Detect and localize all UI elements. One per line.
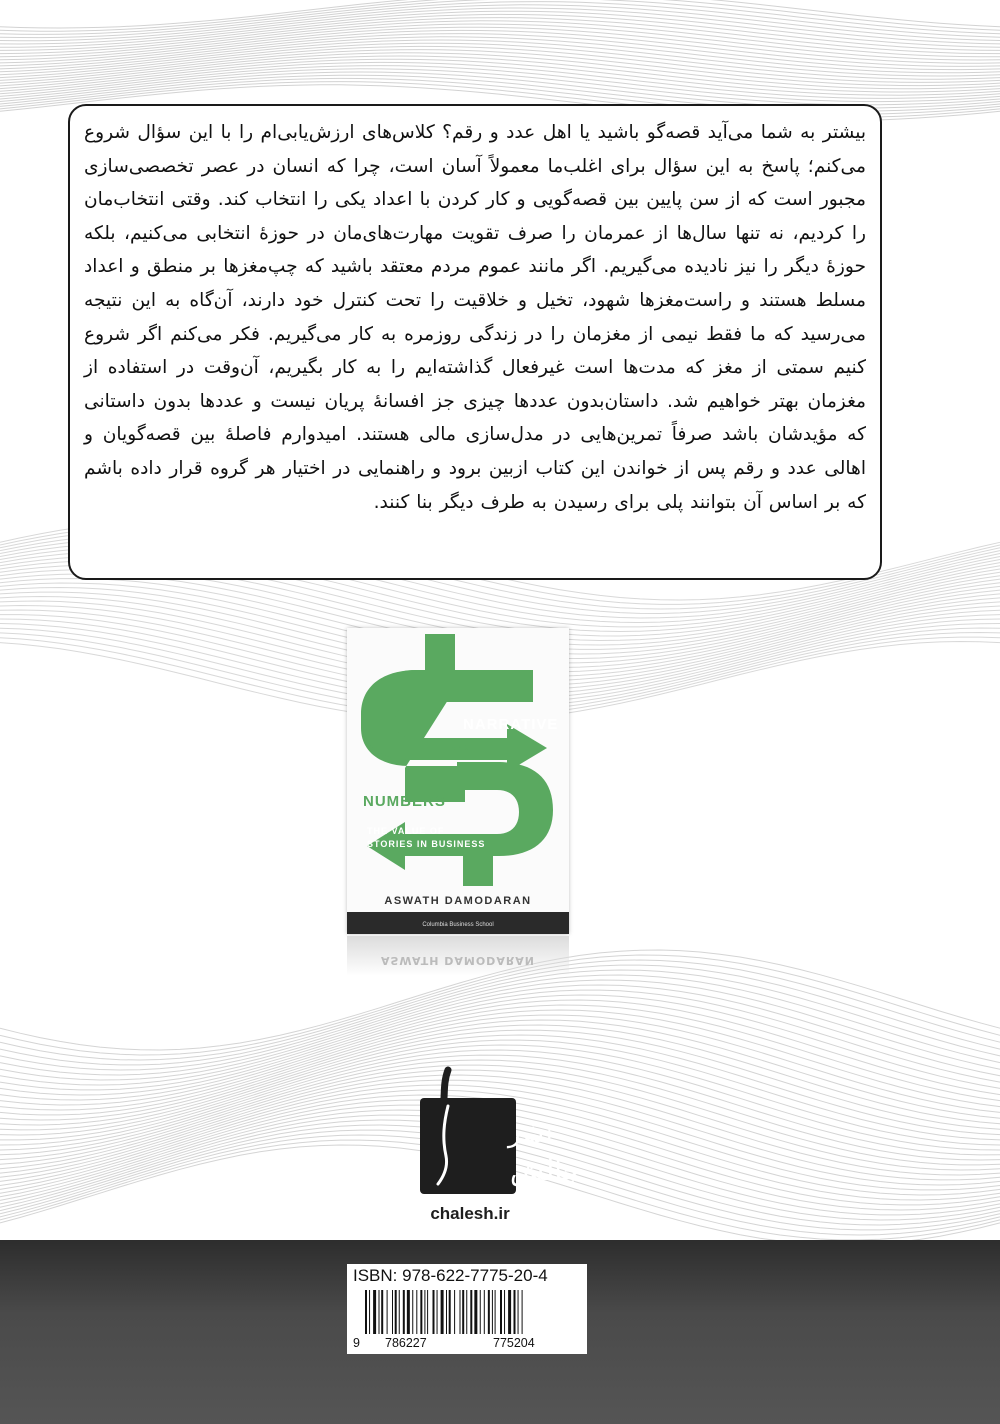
barcode-bar — [492, 1290, 493, 1334]
barcode-bar — [522, 1290, 523, 1334]
barcode-bar — [433, 1290, 435, 1334]
barcode-bar — [365, 1290, 367, 1334]
barcode-bar — [470, 1290, 472, 1334]
barcode-bar — [449, 1290, 451, 1334]
barcode-bar — [446, 1290, 447, 1334]
barcode-bar — [399, 1290, 400, 1334]
isbn-barcode — [347, 1264, 587, 1354]
barcode-bar — [412, 1290, 413, 1334]
barcode-digits-right: 775204 — [493, 1336, 535, 1350]
publisher-imprint: Columbia Business School — [422, 922, 494, 928]
barcode-bar — [369, 1290, 370, 1334]
barcode-bar — [514, 1290, 516, 1334]
logo-text-nashr: نشر — [508, 1119, 553, 1149]
barcode-bar — [407, 1290, 410, 1334]
title-line-2: NUMBERS — [363, 793, 446, 810]
chalesh-publisher-logo — [418, 1066, 581, 1196]
barcode-bar — [484, 1290, 485, 1334]
barcode-bar — [466, 1290, 467, 1334]
barcode-bar — [460, 1290, 461, 1334]
subtitle-line-2: STORIES IN BUSINESS — [367, 839, 486, 849]
publisher-website: chalesh.ir — [430, 1204, 510, 1223]
barcode-bar — [420, 1290, 422, 1334]
barcode-bar — [480, 1290, 481, 1334]
title-and: AND — [451, 745, 470, 752]
barcode-bar — [392, 1290, 393, 1334]
barcode-bar — [424, 1290, 425, 1334]
barcode-bar — [504, 1290, 505, 1334]
title-line-1: NARRATIVE — [463, 716, 559, 733]
barcode-bar — [474, 1290, 477, 1334]
barcode-bar — [454, 1290, 455, 1334]
barcode-bar — [508, 1290, 511, 1334]
book-cover-art — [347, 628, 569, 934]
isbn-label: ISBN: 978-622-7775-20-4 — [353, 1266, 548, 1285]
barcode-bar — [518, 1290, 519, 1334]
barcode-bar — [427, 1290, 428, 1334]
barcode-bar — [381, 1290, 383, 1334]
wave-line — [0, 2, 1000, 38]
barcode-bar — [387, 1290, 388, 1334]
barcode-bar — [373, 1290, 376, 1334]
author-name: ASWATH DAMODARAN — [384, 895, 532, 907]
book-reflection — [347, 936, 569, 976]
wave-line — [0, 24, 1000, 60]
barcode-bar — [441, 1290, 444, 1334]
barcode-bars — [365, 1290, 571, 1340]
subtitle-line-1: THE VALUE OF — [367, 826, 445, 836]
reflection-text: ASWATH DAMODARAN — [380, 954, 536, 967]
barcode-bar — [379, 1290, 380, 1334]
barcode-bar — [395, 1290, 397, 1334]
barcode-bar — [437, 1290, 438, 1334]
barcode-bar — [495, 1290, 496, 1334]
logo-text-chalesh: چالش — [510, 1154, 581, 1187]
barcode-bar — [500, 1290, 502, 1334]
book-cover-thumbnail — [347, 628, 569, 934]
barcode-bar — [462, 1290, 464, 1334]
blurb-text: بیشتر به شما می‌آید قصه‌گو باشید یا اهل عدد و رقم؟ کلاس‌های ارزش‌یابی‌ام را با این سؤال شروع می‌کنم؛ پاسخ به این سؤال برای اغلب‌ما معمولاً آسان است، چرا که انسان در عصر تخصصی‌سازی مجبور است که از سن پایین بین قصه‌گویی و کار کردن با اعداد یکی را انتخاب کند. وقتی انتخاب‌مان را کردیم، نه تنها سال‌ها از عمرمان را صرف تقویت مهارت‌های‌مان در حوزهٔ انتخابی می‌کنیم، بلکه حوزهٔ دیگر را نیز نادیده می‌گیریم. اگر مانند عموم مردم معتقد باشید که چپ‌مغزها بر منطق و اعداد مسلط هستند و راست‌مغزها شهود، تخیل و خلاقیت را تحت کنترل خود دارند، آن‌گاه به این نتیجه می‌رسید که ما فقط نیمی از مغزمان را در زندگی روزمره به کار می‌گیریم. فکر می‌کنم اگر شروع کنیم سمتی از مغز که مدت‌ها است غیرفعال گذاشته‌ایم را به کار بگیریم، آن‌وقت در استفاده از مغزمان بهتر خواهیم شد. داستان‌بدون عددها چیزی جز افسانهٔ پریان نیست و عددها بدون داستانی که مؤیدشان باشد صرفاً تمرین‌هایی در مدل‌سازی مالی هستند. امیدوارم فاصلهٔ بین قصه‌گویان و اهالی عدد و رقم پس از خواندن این کتاب ازبین برود و راهنمایی در اختیار هر گروه قرار داده باشم که بر اساس آن بتوانند پلی برای رسیدن به طرف دیگر بنا کنند. — [84, 122, 866, 513]
barcode-digit-first: 9 — [353, 1336, 360, 1350]
barcode-bar — [403, 1290, 405, 1334]
barcode-bar — [488, 1290, 490, 1334]
barcode-bar — [416, 1290, 417, 1334]
barcode-digits-left: 786227 — [385, 1336, 427, 1350]
back-cover-blurb-box — [68, 104, 882, 580]
